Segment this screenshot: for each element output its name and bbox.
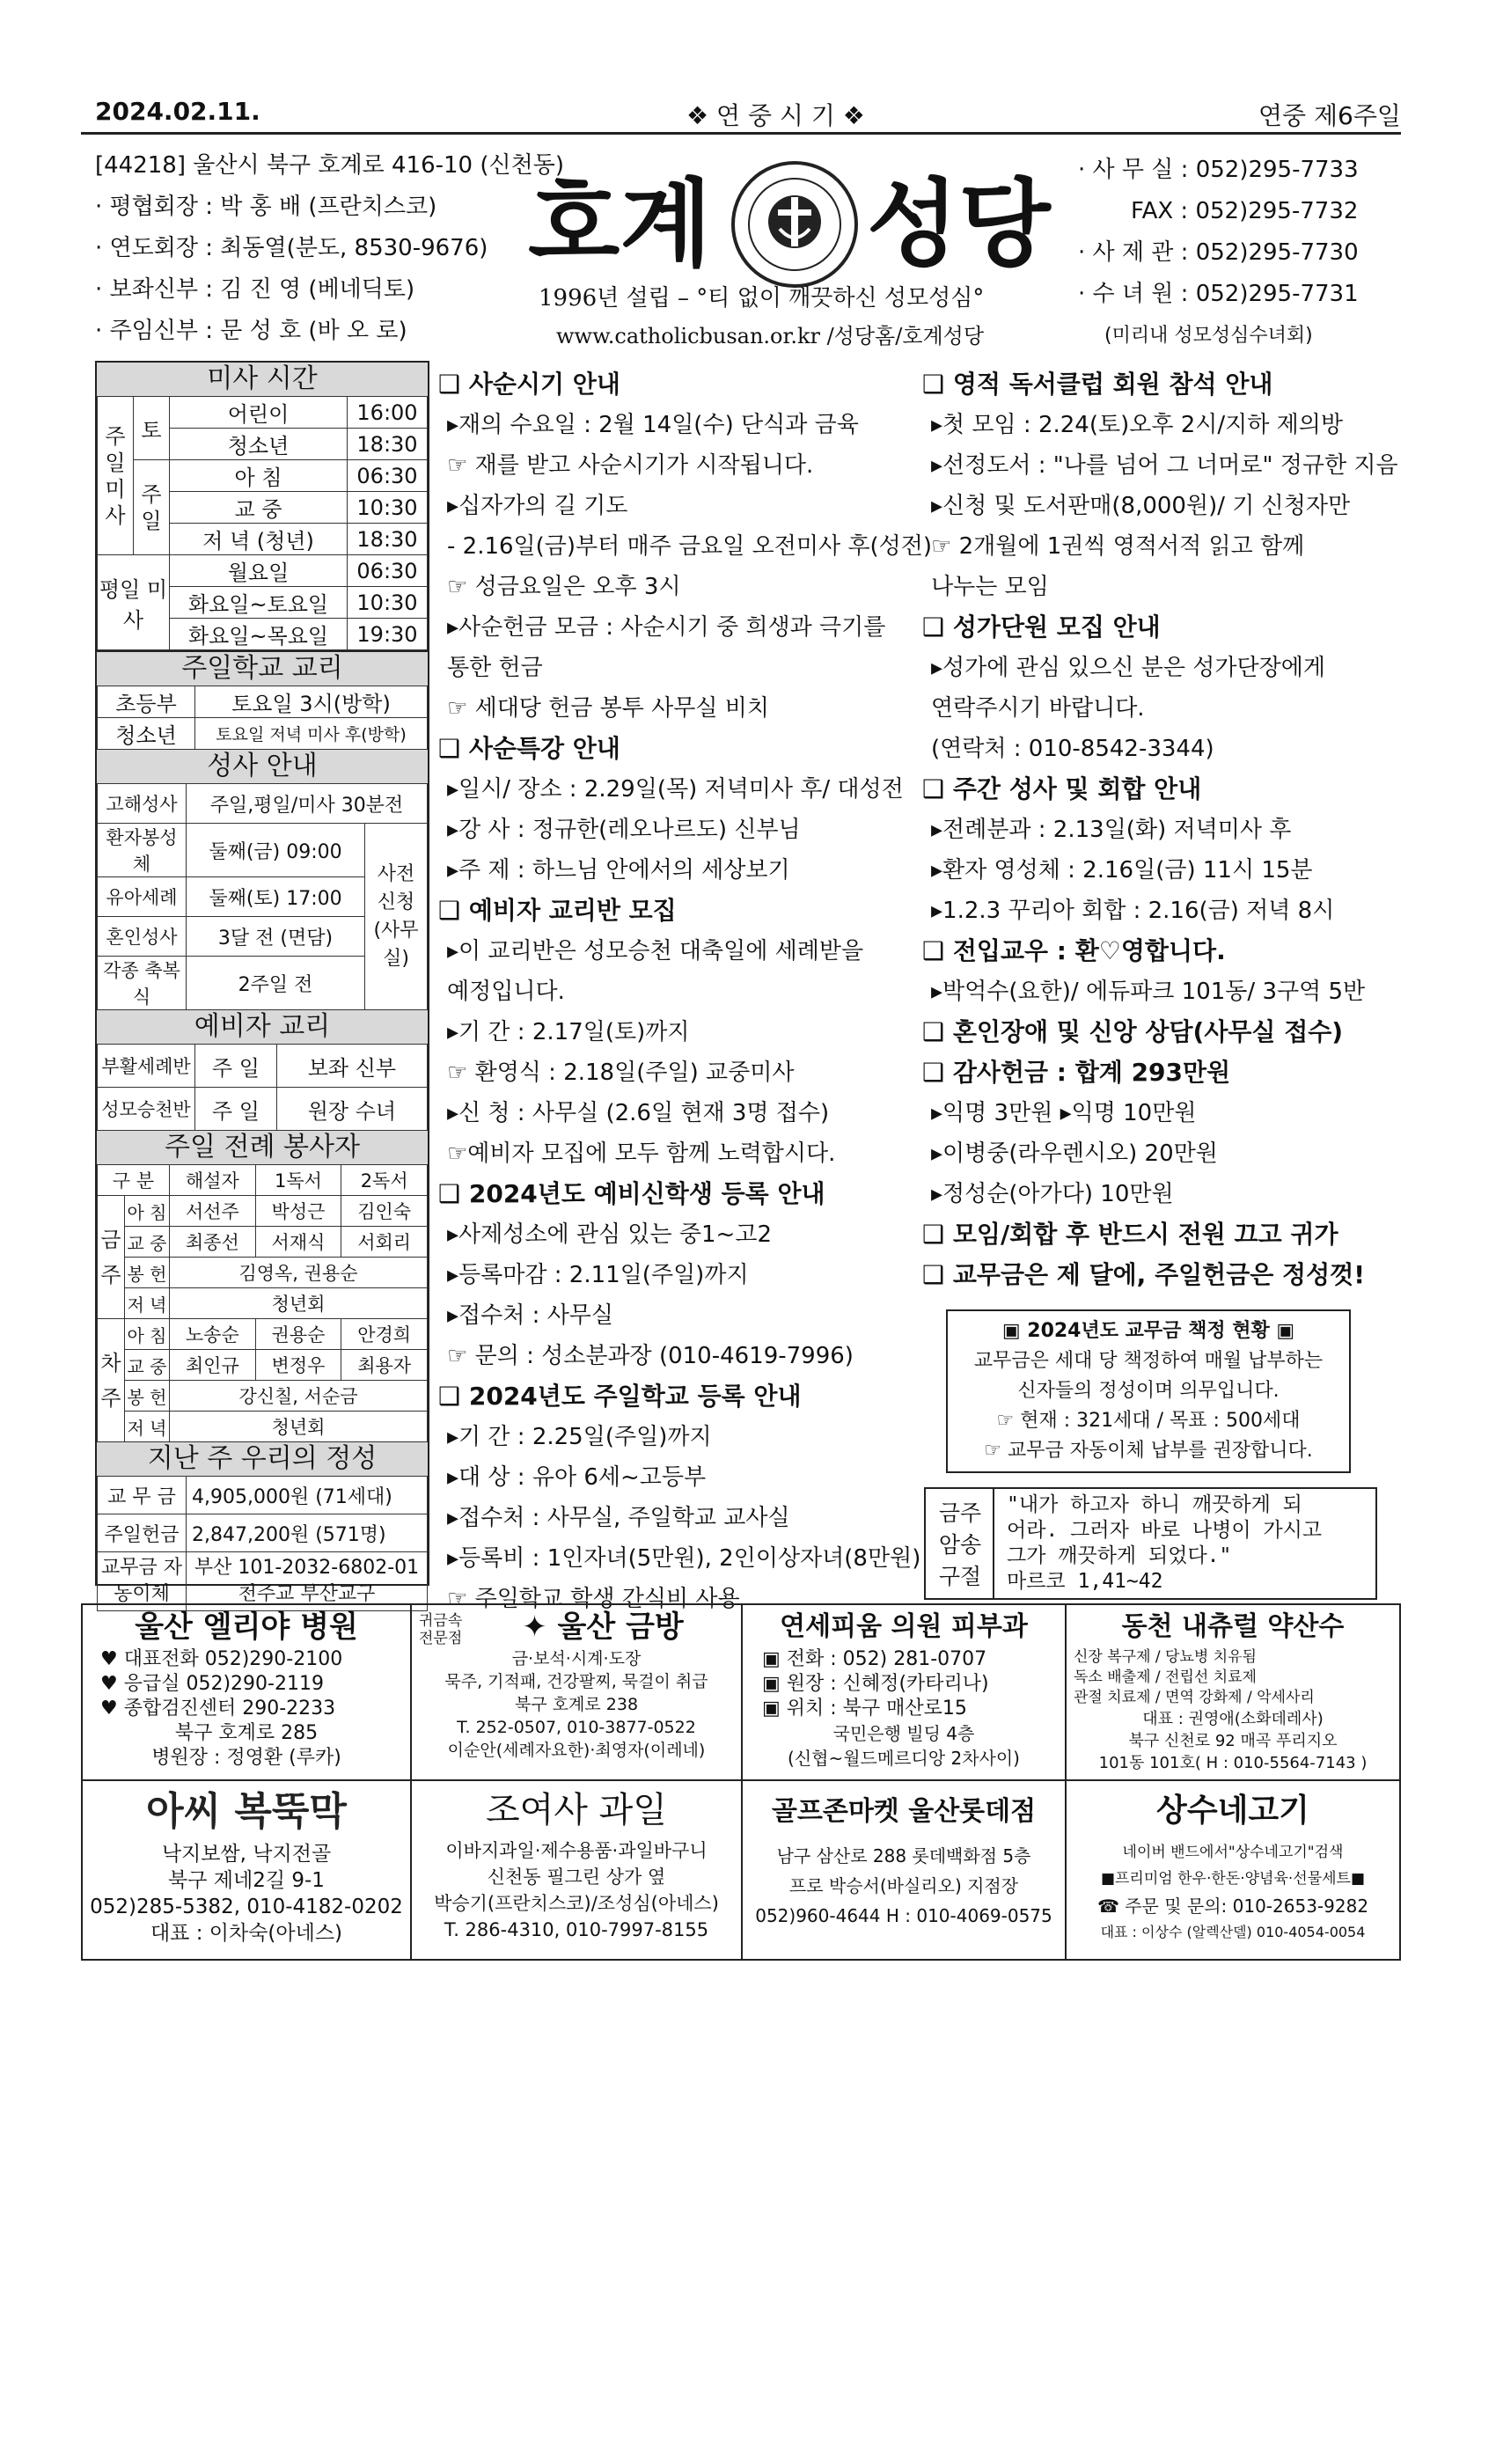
notice-item: ▸익명 3만원 ▸익명 10만원: [931, 1100, 1197, 1126]
weekday-mass-label: 평일 미사: [98, 555, 170, 650]
notice-item: ▸접수처 : 사무실: [447, 1302, 614, 1329]
mass-table: [97, 396, 428, 650]
offering-label: 주일헌금: [98, 1514, 187, 1552]
notice-item: ▸이병중(라우렌시오) 20만원: [931, 1140, 1218, 1167]
sunday-school-title: 주일학교 교리: [97, 650, 428, 686]
saturday-label: 토: [134, 397, 170, 460]
ad-line: 신장 복구제 / 당뇨병 치유됨: [1074, 1648, 1257, 1666]
ad-line: 독소 배출제 / 전립선 치료제: [1074, 1668, 1257, 1686]
servers-header: 2독서: [341, 1165, 428, 1196]
servers-header: 해설자: [170, 1165, 256, 1196]
server-slot: 아 침: [125, 1319, 170, 1350]
mass-name: 아 침: [170, 460, 348, 492]
server-name: 최인규: [170, 1350, 256, 1381]
ad-line: 북구 신천로 92 매곡 푸리지오: [1128, 1732, 1338, 1750]
notice-heading: ❑ 성가단원 모집 안내: [922, 612, 1161, 642]
server-name: 권용순: [255, 1319, 341, 1350]
sunday-label: 주일: [134, 460, 170, 555]
ad-line: ☎ 주문 및 문의: 010-2653-9282: [1096, 1896, 1369, 1917]
notice-item: ☞ 2개월에 1권씩 영적서적 읽고 함께: [931, 533, 1305, 560]
offering-table: [97, 1476, 428, 1611]
notice-item: ☞ 재를 받고 사순시기가 시작됩니다.: [447, 452, 814, 479]
server-slot: 봉 헌: [125, 1258, 170, 1288]
convent-phone: · 수 녀 원 : 052)295-7731: [1078, 281, 1359, 307]
server-name: 노송순: [170, 1319, 256, 1350]
notice-item: ▸기 간 : 2.17일(토)까지: [447, 1019, 690, 1045]
office-phone: · 사 무 실 : 052)295-7733: [1078, 157, 1359, 183]
ad-name: 상수네고기: [1156, 1793, 1309, 1829]
mass-time: 10:30: [348, 587, 428, 619]
server-slot: 저 녁: [125, 1288, 170, 1319]
notice-heading: ❑ 교무금은 제 달에, 주일헌금은 정성껏!: [922, 1260, 1365, 1289]
mass-time: 10:30: [348, 492, 428, 524]
notice-item: ▸일시/ 장소 : 2.29일(목) 저녁미사 후/ 대성전: [447, 776, 904, 803]
tithe-current: ☞ 현재 : 321세대 / 목표 : 500세대: [996, 1410, 1301, 1432]
tithe-box: [946, 1309, 1351, 1473]
mass-name: 교 중: [170, 492, 348, 524]
ad-line: 금·보석·시계·도장: [511, 1649, 642, 1668]
sacrament-time: 둘째(금) 09:00: [187, 824, 365, 877]
notice-heading: ❑ 주간 성사 및 회합 안내: [922, 774, 1202, 803]
ad-line: (신협~월드메르디앙 2차사이): [788, 1748, 1020, 1769]
server-name: 최종선: [170, 1227, 256, 1258]
tithe-text: 신자들의 정성이며 의무입니다.: [1017, 1380, 1280, 1402]
next-week-label: 차주: [98, 1319, 125, 1442]
notice-item: ▸이 교리반은 성모승천 대축일에 세례받을: [447, 938, 864, 964]
server-name: 서선주: [170, 1196, 256, 1227]
ad-line: 북구 호계로 285: [174, 1722, 319, 1744]
ad-line: 국민은행 빌딩 4층: [832, 1723, 975, 1744]
sacrament-name: 고해성사: [98, 784, 187, 824]
notice-item: ▸신청 및 도서판매(8,000원)/ 기 신청자만: [931, 493, 1351, 519]
ad-water: [1067, 1607, 1399, 1778]
notice-heading: ❑ 2024년도 주일학교 등록 안내: [438, 1382, 802, 1411]
school-grade: 초등부: [98, 686, 195, 718]
mass-name: 어린이: [170, 397, 348, 429]
mass-time: 18:30: [348, 429, 428, 460]
notice-heading: ❑ 혼인장애 및 신앙 상담(사무실 접수): [922, 1017, 1344, 1046]
notice-item: 연락주시기 바랍니다.: [931, 695, 1145, 722]
mass-name: 청소년: [170, 429, 348, 460]
ad-fruit: [412, 1783, 741, 1959]
mass-time: 18:30: [348, 524, 428, 555]
sacrament-time: 2주일 전: [187, 957, 365, 1010]
ad-line: 관절 치료제 / 면역 강화제 / 악세사리: [1074, 1689, 1315, 1706]
notice-item: 통한 헌금: [447, 655, 543, 681]
fax-number: FAX : 052)295-7732: [1131, 198, 1359, 224]
sacrament-name: 환자봉성체: [98, 824, 187, 877]
mass-time: 19:30: [348, 619, 428, 650]
server-name: 변정우: [255, 1350, 341, 1381]
ad-line: 병원장 : 정영환 (루카): [151, 1747, 341, 1769]
notice-item: ▸박억수(요한)/ 에듀파크 101동/ 3구역 5반: [931, 979, 1366, 1005]
servers-title: 주일 전례 봉사자: [97, 1131, 428, 1164]
liturgical-season: ❖ 연 중 시 기 ❖: [686, 101, 865, 130]
offering-title: 지난 주 우리의 정성: [97, 1442, 428, 1476]
ad-name: 골프존마켓 울산롯데점: [771, 1796, 1037, 1827]
ad-line: T. 286-4310, 010-7997-8155: [444, 1919, 709, 1940]
server-name: 서회리: [341, 1227, 428, 1258]
website-link[interactable]: www.catholicbusan.or.kr /성당홈/호계성당: [556, 324, 985, 348]
parish-title-left: 호계: [528, 169, 712, 280]
ad-line: 대표 : 이상수 (알렉산델) 010-4054-0054: [1100, 1924, 1366, 1940]
ad-line: 이바지과일·제수용품·과일바구니: [445, 1840, 708, 1861]
server-slot: 아 침: [125, 1196, 170, 1227]
notice-item: ▸사순헌금 모금 : 사순시기 중 희생과 극기를: [447, 614, 886, 641]
verse-label: 금주 암송 구절: [938, 1500, 982, 1589]
class-name: 부활세례반: [98, 1045, 195, 1088]
verse-line: 어라. 그러자 바로 나병이 가시고: [1007, 1519, 1323, 1542]
ad-line: 대표 : 이차숙(아네스): [150, 1922, 343, 1945]
notice-item: ☞예비자 모집에 모두 함께 노력합시다.: [447, 1140, 836, 1167]
staff-line: · 주임신부 : 문 성 호 (바 오 로): [95, 318, 407, 344]
notice-heading: ❑ 예비자 교리반 모집: [438, 896, 677, 925]
mass-name: 화요일~토요일: [170, 587, 348, 619]
server-name: 김영옥, 권용순: [170, 1258, 428, 1288]
sacrament-name: 혼인성사: [98, 917, 187, 957]
notice-item: ▸첫 모임 : 2.24(토)오후 2시/지하 제의방: [931, 412, 1344, 438]
notice-item: ☞ 주일학교 학생 간식비 사용: [447, 1586, 740, 1612]
verse-line: "내가 하고자 하니 깨끗하게 되: [1007, 1493, 1302, 1516]
server-name: 서재식: [255, 1227, 341, 1258]
servers-header: 구 분: [98, 1165, 170, 1196]
mass-time: 06:30: [348, 460, 428, 492]
notice-column-middle: [438, 364, 933, 1619]
verse-citation: 마르코 1,41~42: [1007, 1570, 1163, 1593]
staff-line: · 평협회장 : 박 홍 배 (프란치스코): [95, 194, 437, 220]
notice-item: ▸대 상 : 유아 6세~고등부: [447, 1464, 707, 1491]
sacrament-time: 3달 전 (면담): [187, 917, 365, 957]
server-name: 강신칠, 서순금: [170, 1381, 428, 1412]
catechumen-table: [97, 1044, 428, 1131]
class-name: 성모승천반: [98, 1088, 195, 1131]
server-slot: 저 녁: [125, 1412, 170, 1442]
ad-line: 낙지보쌈, 낙지전골: [161, 1843, 332, 1866]
server-name: 김인숙: [341, 1196, 428, 1227]
offering-label: 교 무 금: [98, 1477, 187, 1514]
class-day: 주 일: [195, 1045, 277, 1088]
server-slot: 봉 헌: [125, 1381, 170, 1412]
sacrament-name: 유아세례: [98, 877, 187, 917]
notice-item: ▸정성순(아가다) 10만원: [931, 1181, 1174, 1207]
ad-line: ♥ 대표전화 052)290-2100: [100, 1648, 343, 1670]
tithe-recommend: ☞ 교무금 자동이체 납부를 권장합니다.: [984, 1440, 1313, 1462]
notice-item: ▸재의 수요일 : 2월 14일(수) 단식과 금육: [447, 412, 859, 438]
server-name: 청년회: [170, 1412, 428, 1442]
ad-line: ▣ 위치 : 북구 매산로15: [762, 1698, 967, 1720]
convent-name: (미리내 성모성심수녀회): [1104, 325, 1313, 347]
ad-line: T. 252-0507, 010-3877-0522: [457, 1718, 696, 1737]
notice-item: ▸십자가의 길 기도: [447, 493, 628, 519]
notice-item: ▸1.2.3 꾸리아 회합 : 2.16(금) 저녁 8시: [931, 898, 1335, 924]
ad-line: 052)285-5382, 010-4182-0202: [90, 1896, 403, 1918]
notice-item: ▸성가에 관심 있으신 분은 성가단장에게: [931, 655, 1325, 681]
ad-line: 묵주, 기적패, 건강팔찌, 묵걸이 취급: [444, 1672, 708, 1691]
ad-line: ▣ 전화 : 052) 281-0707: [762, 1648, 987, 1670]
ad-line: 프로 박승서(바실리오) 지점장: [788, 1875, 1019, 1896]
contact-list: [1078, 150, 1359, 356]
sacrament-time: 둘째(토) 17:00: [187, 877, 365, 917]
ad-dermatology: [743, 1607, 1065, 1778]
notice-item: 나누는 모임: [931, 574, 1049, 600]
auto-transfer-label: 교무금 자동이체: [98, 1552, 187, 1611]
header-staff: [95, 145, 564, 352]
ad-line: 남구 삼산로 288 롯데백화점 5층: [776, 1845, 1031, 1866]
ad-tag: 귀금속 전문점: [419, 1612, 463, 1647]
parish-title-right: 성당: [867, 169, 1051, 280]
verse-box: [924, 1487, 1377, 1600]
notice-item: ▸등록마감 : 2.11일(주일)까지: [447, 1262, 749, 1288]
server-slot: 교 중: [125, 1227, 170, 1258]
ad-line: 네이버 밴드에서"상수네고기"검색: [1122, 1844, 1344, 1861]
notice-heading: ❑ 영적 독서클럽 회원 참석 안내: [922, 370, 1273, 399]
notice-item: ▸기 간 : 2.25일(주일)까지: [447, 1424, 712, 1450]
servers-header: 1독서: [255, 1165, 341, 1196]
class-teacher: 원장 수녀: [276, 1088, 427, 1131]
sacrament-name: 각종 축복식: [98, 957, 187, 1010]
notice-item: (연락처 : 010-8542-3344): [931, 736, 1214, 762]
ad-line: 대표 : 권영애(소화데레사): [1142, 1710, 1324, 1728]
this-week-label: 금주: [98, 1196, 125, 1319]
notice-item: ▸전례분과 : 2.13일(화) 저녁미사 후: [931, 817, 1292, 843]
ad-name: 조여사 과일: [486, 1790, 667, 1830]
ad-line: 북구 호계로 238: [514, 1695, 639, 1714]
ad-line: ♥ 응급실 052)290-2119: [100, 1673, 324, 1695]
notice-heading: ❑ 전입교우 : 환♡영합니다.: [922, 936, 1226, 965]
server-slot: 교 중: [125, 1350, 170, 1381]
ad-line: ▣ 원장 : 신혜정(카타리나): [762, 1673, 989, 1695]
ad-name: 아씨 복뚝막: [146, 1789, 347, 1834]
verse-line: 그가 깨끗하게 되었다.": [1007, 1544, 1232, 1567]
notice-heading: ❑ 사순시기 안내: [438, 370, 620, 399]
ad-name: ✦ 울산 금방: [522, 1610, 684, 1645]
notice-item: - 2.16일(금)부터 매주 금요일 오전미사 후(성전): [447, 533, 933, 560]
ad-restaurant: [83, 1783, 410, 1959]
sacrament-time: 주일,평일/미사 30분전: [187, 784, 428, 824]
advance-request-note: 사전 신청 (사무실): [365, 824, 428, 1010]
ad-name: 연세피움 의원 피부과: [780, 1611, 1028, 1642]
mass-name: 월요일: [170, 555, 348, 587]
staff-line: · 연도회장 : 최동열(분도, 8530-9676): [95, 235, 488, 261]
ad-line: 박승기(프란치스코)/조성심(아네스): [434, 1893, 719, 1914]
rectory-phone: · 사 제 관 : 052)295-7730: [1078, 239, 1359, 266]
notice-column-right: [922, 364, 1397, 1295]
offering-amount: 2,847,200원 (571명): [187, 1514, 428, 1552]
sacraments-title: 성사 안내: [97, 750, 428, 783]
notice-item: ▸사제성소에 관심 있는 중1~고2: [447, 1221, 772, 1248]
mass-schedule-title: 미사 시간: [97, 363, 428, 396]
notice-item: ▸환자 영성체 : 2.16일(금) 11시 15분: [931, 857, 1313, 884]
parish-address: [44218] 울산시 북구 호계로 416-10 (신천동): [95, 152, 564, 179]
notice-item: ▸신 청 : 사무실 (2.6일 현재 3명 접수): [447, 1100, 830, 1126]
notice-heading: ❑ 2024년도 예비신학생 등록 안내: [438, 1179, 825, 1208]
class-day: 주 일: [195, 1088, 277, 1131]
mass-name: 저 녁 (청년): [170, 524, 348, 555]
issue-date: 2024.02.11.: [95, 97, 260, 126]
notice-item: ▸강 사 : 정규한(레오나르도) 신부님: [447, 817, 801, 843]
notice-heading: ❑ 사순특강 안내: [438, 734, 620, 763]
ad-hospital: [83, 1607, 410, 1778]
mass-schedule: [97, 363, 428, 1611]
mass-name: 화요일~목요일: [170, 619, 348, 650]
ad-line: 이순안(세례자요한)·최영자(이레네): [447, 1741, 706, 1760]
sunday-mass-label: 주일미사: [98, 397, 134, 555]
auto-transfer-account: 부산 101-2032-6802-01 천주교 부산교구: [187, 1552, 428, 1611]
parish-seal-icon: [729, 158, 861, 290]
liturgical-week: 연중 제6주일: [1258, 101, 1401, 130]
ad-line: 북구 제네2길 9-1: [168, 1869, 325, 1892]
ad-line: ■프리미엄 한우·한돈·양념육·선물세트■: [1100, 1870, 1366, 1888]
school-grade: 청소년: [98, 718, 195, 750]
ad-name: 동천 내츄럴 약산수: [1121, 1611, 1345, 1642]
notice-item: ▸주 제 : 하느님 안에서의 세상보기: [447, 857, 790, 884]
notice-heading: ❑ 감사헌금 : 합계 293만원: [922, 1058, 1231, 1087]
tithe-title: ▣ 2024년도 교무금 책정 현황 ▣: [1001, 1320, 1295, 1342]
ad-name: 울산 엘리야 병원: [135, 1610, 358, 1645]
notice-item: ▸접수처 : 사무실, 주일학교 교사실: [447, 1505, 790, 1531]
notice-item: ☞ 환영식 : 2.18일(주일) 교중미사: [447, 1060, 795, 1086]
ad-line: ♥ 종합검진센터 290-2233: [100, 1698, 336, 1720]
notice-item: ▸등록비 : 1인자녀(5만원), 2인이상자녀(8만원): [447, 1545, 921, 1572]
mass-time: 16:00: [348, 397, 428, 429]
server-name: 안경희: [341, 1319, 428, 1350]
school-time: 토요일 저녁 미사 후(방학): [195, 718, 428, 750]
notice-heading: ❑ 모임/회합 후 반드시 전원 끄고 귀가: [922, 1220, 1338, 1249]
ad-golf: [743, 1783, 1065, 1959]
school-time: 토요일 3시(방학): [195, 686, 428, 718]
sacraments-table: [97, 783, 428, 1010]
ad-line: 052)960-4644 H : 010-4069-0575: [755, 1905, 1052, 1926]
mass-time: 06:30: [348, 555, 428, 587]
server-name: 최용자: [341, 1350, 428, 1381]
notice-item: ▸선정도서 : "나를 넘어 그 너머로" 정규한 지음: [931, 452, 1398, 479]
notice-item: ☞ 문의 : 성소분과장 (010-4619-7996): [447, 1343, 854, 1369]
server-name: 청년회: [170, 1288, 428, 1319]
offering-amount: 4,905,000원 (71세대): [187, 1477, 428, 1514]
ad-line: 신천동 필그린 상가 옆: [487, 1866, 666, 1888]
catechumen-title: 예비자 교리: [97, 1010, 428, 1044]
servers-table: [97, 1164, 428, 1442]
founding-line: 1996년 설립 – °티 없이 깨끗하신 성모성심°: [539, 285, 985, 312]
notice-item: ☞ 세대당 헌금 봉투 사무실 비치: [447, 695, 770, 722]
server-name: 박성근: [255, 1196, 341, 1227]
notice-item: 예정입니다.: [447, 979, 565, 1005]
tithe-text: 교무금은 세대 당 책정하여 매월 납부하는: [973, 1350, 1324, 1372]
ad-jewelry: [412, 1607, 741, 1778]
class-teacher: 보좌 신부: [276, 1045, 427, 1088]
ad-butcher: [1067, 1783, 1399, 1959]
sunday-school-table: [97, 686, 428, 750]
staff-line: · 보좌신부 : 김 진 영 (베네딕토): [95, 276, 415, 303]
notice-item: ☞ 성금요일은 오후 3시: [447, 574, 681, 600]
ad-line: 101동 101호( H : 010-5564-7143 ): [1098, 1754, 1368, 1772]
